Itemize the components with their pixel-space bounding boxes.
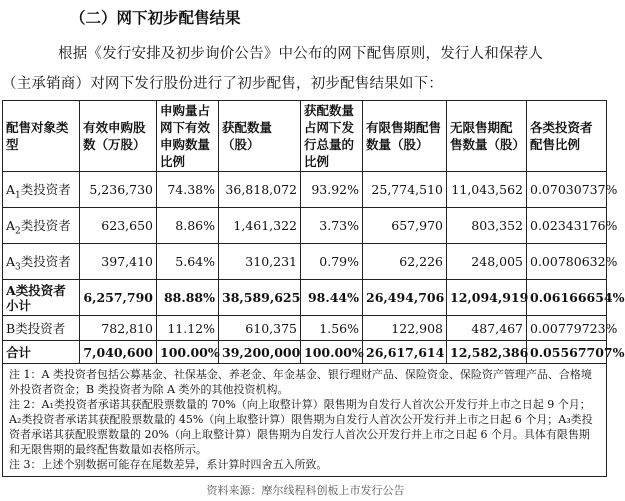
table-row-total: [3, 341, 607, 364]
table-cell: 7,040,600: [80, 341, 157, 364]
note-3: 注 3：上述个别数据可能存在尾数差异，系计算时四舍五入所致。: [9, 458, 328, 471]
table-cell: 803,352: [447, 208, 527, 244]
intro-paragraph-line-1: 根据《发行安排及初步询价公告》中公布的网下配售原则，发行人和保荐人: [58, 46, 544, 62]
table-cell: 397,410: [80, 244, 157, 280]
table-row: [3, 244, 607, 280]
note-2: 注 2：A₁类投资者承诺其获配股票数量的 70%（向上取整计算）限售期为自发行人首次公开发行并上市之日起 9 个月；A₂类投资者承诺其获配股票数量的 45%（向上取整计算）限售期为自发行人首次公开发行并上市之日起 6 个月；A₃类投资者承诺其获配股票数量的 20%（向上取整计算）限售期为自发行人首次公开发行并上市之日起 6 个月。具体有限售期和无限售期的最终配售数量如表格所示。: [9, 398, 593, 456]
table-cell: 782,810: [80, 316, 157, 341]
note-1: 注 1：A 类投资者包括公募基金、社保基金、养老金、年金基金、银行理财产品、保险资金、保险资产管理产品、合格境外投资者资金；B 类投资者为除 A 类外的其他投资机构。: [9, 368, 592, 396]
table-cell: 8.86%: [157, 208, 219, 244]
allocation-table: [2, 100, 625, 477]
table-cell: 0.02343176%: [527, 208, 607, 244]
table-row: [3, 316, 607, 341]
table-cell: 25,774,510: [363, 172, 447, 208]
table-cell: 3.73%: [301, 208, 363, 244]
table-cell: 100.00%: [301, 341, 363, 364]
header-valid-subscription: 有效申购股数（万股）: [80, 101, 157, 172]
table-cell: 62,226: [363, 244, 447, 280]
table-row-subtotal: [3, 280, 607, 316]
table-row: [3, 172, 607, 208]
table-cell: 100.00%: [157, 341, 219, 364]
table-notes: [3, 364, 607, 477]
table-notes-row: [3, 364, 607, 477]
table-row: [3, 208, 607, 244]
row-label: 合计: [3, 341, 80, 364]
table-cell: 98.44%: [301, 280, 363, 316]
intro-paragraph-line-2: （主承销商）对网下发行股份进行了初步配售，初步配售结果如下：: [2, 76, 443, 92]
row-label: $A_1$类投资者: [3, 172, 80, 208]
table-cell: 74.38%: [157, 172, 219, 208]
table-cell: 26,494,706: [363, 280, 447, 316]
table-cell: 310,231: [219, 244, 301, 280]
row-label: A类投资者小计: [3, 280, 80, 316]
table-cell: 0.06166654%: [527, 280, 607, 316]
table-header-row: [3, 101, 607, 172]
table-cell: 11,043,562: [447, 172, 527, 208]
header-restricted-shares: 有限售期配售数量（股）: [363, 101, 447, 172]
table-cell: 610,375: [219, 316, 301, 341]
table-cell: 1,461,322: [219, 208, 301, 244]
table-cell: 12,094,919: [447, 280, 527, 316]
header-allocated-shares: 获配数量（股）: [219, 101, 301, 172]
table-cell: 487,467: [447, 316, 527, 341]
table-cell: 12,582,386: [447, 341, 527, 364]
table-cell: 1.56%: [301, 316, 363, 341]
table-cell: 623,650: [80, 208, 157, 244]
row-label: B类投资者: [3, 316, 80, 341]
table-cell: 0.00779723%: [527, 316, 607, 341]
table-cell: 36,818,072: [219, 172, 301, 208]
table-cell: 11.12%: [157, 316, 219, 341]
table-cell: 5.64%: [157, 244, 219, 280]
table-cell: 657,970: [363, 208, 447, 244]
header-unrestricted-shares: 无限售期配售数量（股）: [447, 101, 527, 172]
table-cell: 38,589,625: [219, 280, 301, 316]
section-title: （二）网下初步配售结果: [70, 8, 241, 27]
header-subscription-ratio: 申购量占网下有效申购数量比例: [157, 101, 219, 172]
row-label: $A_2$类投资者: [3, 208, 80, 244]
header-allocation-ratio: 获配数量占网下发行总量的比例: [301, 101, 363, 172]
table-cell: 248,005: [447, 244, 527, 280]
table-cell: 88.88%: [157, 280, 219, 316]
table-cell: 0.07030737%: [527, 172, 607, 208]
table-cell: 0.05567707%: [527, 341, 607, 364]
table-cell: 93.92%: [301, 172, 363, 208]
table-cell: 5,236,730: [80, 172, 157, 208]
table-cell: 6,257,790: [80, 280, 157, 316]
table-cell: 39,200,000: [219, 341, 301, 364]
table-cell: 0.00780632%: [527, 244, 607, 280]
source-caption: 资料来源：摩尔线程科创板上市发行公告: [206, 484, 405, 497]
table-cell: 122,908: [363, 316, 447, 341]
table-cell: 0.79%: [301, 244, 363, 280]
header-investor-allocation-ratio: 各类投资者配售比例: [527, 101, 607, 172]
header-investor-type: 配售对象类型: [3, 101, 80, 172]
table-cell: 26,617,614: [363, 341, 447, 364]
row-label: $A_3$类投资者: [3, 244, 80, 280]
